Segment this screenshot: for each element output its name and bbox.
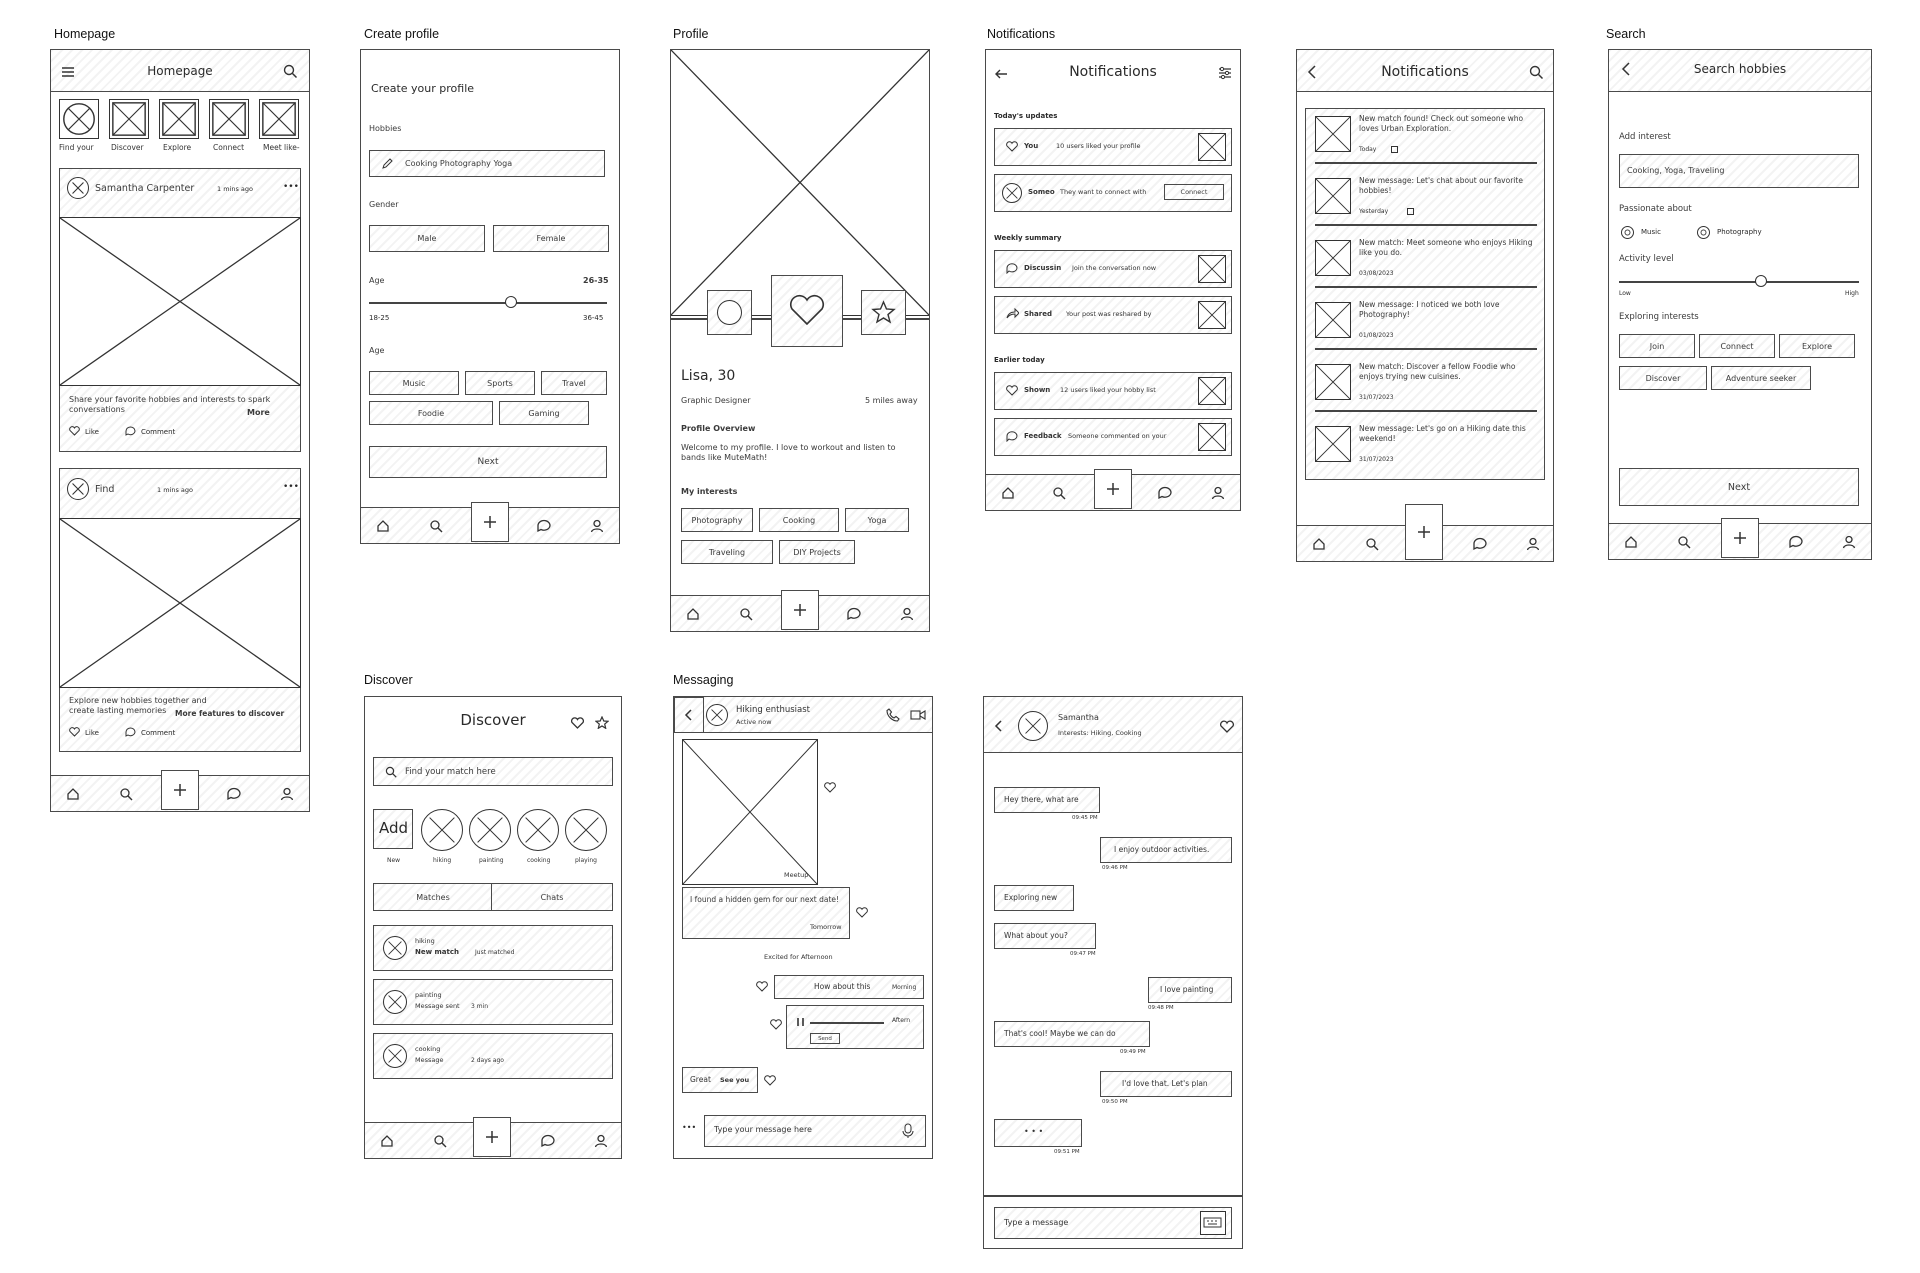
avatar	[1002, 183, 1022, 203]
section-earlier: Earlier today	[994, 356, 1045, 364]
post-caption: Explore new hobbies together and create lasting memories	[69, 696, 207, 716]
home-icon[interactable]	[686, 607, 700, 621]
keyboard-button[interactable]	[1200, 1211, 1226, 1235]
notif-text: New match: Discover a fellow Foodie who enjoys trying new cuisines.	[1359, 362, 1516, 381]
hobby-circle[interactable]	[469, 809, 511, 851]
chat-icon[interactable]	[847, 607, 861, 621]
phone-icon[interactable]	[886, 708, 900, 722]
avatar	[383, 1044, 407, 1068]
overview-text: Welcome to my profile. I love to workout and listen to bands like MuteMath!	[681, 443, 896, 463]
search-icon	[385, 766, 397, 778]
contact-name: Samantha	[1058, 713, 1099, 722]
share-icon	[1006, 308, 1019, 319]
home-icon[interactable]	[66, 787, 80, 801]
message-text: I love painting	[1160, 985, 1214, 994]
message-time: Aftern	[892, 1017, 911, 1024]
pencil-icon	[381, 158, 393, 170]
chat-status: New match	[415, 948, 460, 956]
message-time: Morning	[892, 984, 917, 991]
label-homepage: Homepage	[54, 27, 116, 41]
add-label: Add	[379, 819, 409, 837]
male-button[interactable]: Male	[369, 225, 485, 252]
search-icon[interactable]	[119, 787, 133, 801]
story-thumb[interactable]	[109, 99, 149, 139]
search-placeholder: Find your match here	[405, 767, 496, 777]
story-label: Discover	[111, 143, 144, 152]
notif-bold: You	[1024, 142, 1039, 150]
chat-meta: 2 days ago	[471, 1057, 504, 1064]
message-text: What about you?	[1004, 931, 1068, 940]
activity-label: Activity level	[1619, 254, 1674, 264]
radio-music-label: Music	[1641, 228, 1661, 236]
hobby-circle[interactable]	[421, 809, 463, 851]
message-text: Hey there, what are	[1004, 795, 1079, 804]
connect-button[interactable]: Connect	[1164, 184, 1224, 200]
back-icon[interactable]	[994, 720, 1003, 732]
circle-label: New	[387, 857, 401, 864]
post-caption: Share your favorite hobbies and interests to spark conversations	[69, 395, 271, 415]
message-time: 09:45 PM	[1072, 815, 1098, 821]
message-time: 09:47 PM	[1070, 951, 1096, 957]
avatar[interactable]	[67, 177, 89, 199]
label-discover: Discover	[364, 673, 413, 687]
user-icon[interactable]	[1526, 537, 1540, 551]
gender-label: Gender	[369, 200, 399, 209]
pause-icon[interactable]	[796, 1017, 806, 1027]
next-button[interactable]: Next	[1619, 468, 1859, 506]
notif-thumb	[1198, 255, 1226, 283]
story-label: Explore	[163, 143, 192, 152]
shared-image[interactable]	[682, 739, 818, 885]
chat-hobby: cooking	[415, 1045, 441, 1053]
add-button[interactable]	[471, 502, 509, 542]
messaging-frame	[673, 696, 933, 1159]
message-time: 09:51 PM	[1054, 1149, 1080, 1155]
video-icon[interactable]	[910, 709, 926, 721]
tag-travel[interactable]: Travel	[541, 371, 607, 395]
interests-label: My interests	[681, 487, 738, 496]
heart-icon[interactable]	[770, 1019, 782, 1030]
chat-hobby: painting	[415, 991, 442, 999]
image-caption: Meetup	[784, 871, 809, 879]
user-icon[interactable]	[594, 1134, 608, 1148]
message-text-bold: See you	[720, 1076, 750, 1084]
divider	[1315, 224, 1537, 226]
plus-icon	[485, 1130, 499, 1144]
create-profile-frame	[360, 49, 620, 544]
search-icon[interactable]	[1677, 535, 1691, 549]
chat-meta: 3 min	[471, 1003, 489, 1010]
notif-thumb[interactable]	[1315, 426, 1351, 462]
chat-row[interactable]	[373, 979, 613, 1025]
heart-icon[interactable]	[824, 782, 836, 793]
search-icon[interactable]	[1365, 537, 1379, 551]
profile-job: Graphic Designer	[681, 396, 751, 405]
page-title: Homepage	[147, 64, 213, 78]
search-frame	[1608, 49, 1872, 560]
tag-connect[interactable]: Connect	[1699, 334, 1775, 358]
tab-matches[interactable]: Matches	[373, 883, 493, 911]
search-icon[interactable]	[1529, 65, 1544, 80]
add-button[interactable]	[473, 1117, 511, 1157]
comment-label[interactable]: Comment	[141, 428, 176, 436]
voice-message[interactable]	[786, 1005, 924, 1049]
label-notifications: Notifications	[987, 27, 1056, 41]
section-weekly: Weekly summary	[994, 234, 1062, 242]
chat-status: Message	[415, 1056, 444, 1064]
notif-thumb	[1198, 133, 1226, 161]
age-max: 36-45	[583, 314, 604, 322]
heart-icon	[1006, 385, 1018, 396]
post-image	[59, 217, 301, 386]
post-time: 1 mins ago	[217, 185, 253, 193]
profile-frame	[670, 49, 930, 632]
notif-text: Join the conversation now	[1072, 264, 1157, 272]
home-icon[interactable]	[380, 1134, 394, 1148]
interest-tag[interactable]: Traveling	[681, 540, 773, 564]
page-title: Discover	[460, 711, 526, 729]
story-thumb[interactable]	[259, 99, 299, 139]
star-icon	[871, 300, 896, 324]
tag-adventure[interactable]: Adventure seeker	[1711, 366, 1811, 390]
chat-icon[interactable]	[227, 787, 241, 801]
microphone-icon[interactable]	[902, 1123, 914, 1139]
user-icon[interactable]	[1842, 535, 1856, 549]
avatar	[706, 704, 728, 726]
plus-icon	[173, 783, 187, 797]
circle-label: cooking	[527, 857, 551, 864]
contact-name: Hiking enthusiast	[736, 705, 811, 715]
notif-text: They want to connect with	[1060, 188, 1147, 196]
comment-icon[interactable]	[125, 727, 136, 737]
search-icon[interactable]	[433, 1134, 447, 1148]
system-message: Excited for Afternoon	[764, 953, 833, 961]
contact-status: Active now	[736, 718, 772, 726]
tag-join[interactable]: Join	[1619, 334, 1695, 358]
label-profile: Profile	[673, 27, 709, 41]
chat-hobby: hiking	[415, 937, 435, 945]
search-icon[interactable]	[429, 519, 443, 533]
notif-thumb[interactable]	[1315, 240, 1351, 276]
next-button[interactable]: Next	[369, 446, 607, 478]
notif-bold: Shared	[1024, 310, 1052, 318]
post-image	[59, 518, 301, 688]
section-today: Today's updates	[994, 112, 1058, 120]
comment-label[interactable]: Comment	[141, 729, 176, 737]
slider-low: Low	[1619, 290, 1631, 297]
chat-meta: Just matched	[475, 949, 515, 956]
more-link[interactable]: More	[247, 408, 270, 417]
discover-frame	[364, 696, 622, 1159]
avatar[interactable]	[67, 478, 89, 500]
page-title: Create your profile	[371, 82, 475, 95]
heart-icon[interactable]	[571, 717, 584, 729]
search-icon[interactable]	[1052, 486, 1066, 500]
bottom-nav	[365, 1122, 621, 1158]
homepage-frame	[50, 49, 310, 812]
story-label: Connect	[213, 143, 245, 152]
notif-thumb	[1198, 423, 1226, 451]
user-icon[interactable]	[1211, 486, 1225, 500]
message-text: Great	[690, 1075, 711, 1084]
notif-date: Today	[1359, 146, 1377, 153]
circle-label: playing	[575, 857, 597, 864]
circle-label: hiking	[433, 857, 452, 864]
age-min: 18-25	[369, 314, 390, 322]
activity-slider-handle[interactable]	[1755, 275, 1767, 287]
age-range: 26-35	[583, 276, 609, 285]
interest-tag[interactable]: Photography	[681, 508, 753, 532]
page-title: Notifications	[1069, 64, 1157, 80]
search-icon[interactable]	[739, 607, 753, 621]
profile-distance: 5 miles away	[865, 396, 918, 405]
chat-icon[interactable]	[1789, 535, 1803, 549]
message-time: Tomorrow	[810, 923, 842, 931]
message-text: How about this	[814, 982, 871, 991]
message-time: 09:50 PM	[1102, 1099, 1128, 1105]
search-icon[interactable]	[283, 64, 298, 79]
bottom-nav	[1297, 525, 1553, 561]
tag-explore[interactable]: Explore	[1779, 334, 1855, 358]
user-icon[interactable]	[280, 787, 294, 801]
tag-discover[interactable]: Discover	[1619, 366, 1707, 390]
message-time: 09:46 PM	[1102, 865, 1128, 871]
chat-icon[interactable]	[1158, 486, 1172, 500]
age-label: Age	[369, 276, 385, 285]
interest-tag[interactable]: DIY Projects	[779, 540, 855, 564]
hobby-circle[interactable]	[565, 809, 607, 851]
story-label: Meet like-	[263, 143, 300, 152]
plus-icon	[1417, 525, 1431, 539]
notif-date: Yesterday	[1359, 208, 1389, 215]
tag-sports[interactable]: Sports	[465, 371, 535, 395]
notif-text: Your post was reshared by	[1066, 310, 1152, 318]
circle-label: painting	[479, 857, 504, 864]
comment-icon[interactable]	[125, 426, 136, 436]
heart-icon	[789, 293, 825, 327]
message-text: I'd love that. Let's plan	[1122, 1079, 1208, 1088]
story-thumb[interactable]	[59, 99, 99, 139]
message-text: I enjoy outdoor activities.	[1114, 845, 1210, 854]
post-author[interactable]: Find	[95, 484, 115, 495]
heart-icon	[1006, 141, 1018, 152]
passion-label: Passionate about	[1619, 204, 1692, 214]
activity-slider-track[interactable]	[1619, 281, 1859, 283]
story-thumb[interactable]	[159, 99, 199, 139]
notif-text: New message: I noticed we both love Photography!	[1359, 300, 1500, 319]
checkbox[interactable]	[1407, 208, 1414, 215]
divider	[1315, 162, 1537, 164]
bottom-nav	[671, 595, 929, 631]
slider-high: High	[1845, 290, 1859, 297]
notif-date: 31/07/2023	[1359, 394, 1394, 401]
notif-text: Someone commented on your	[1068, 432, 1167, 440]
story-thumb[interactable]	[209, 99, 249, 139]
story-label: Find your	[59, 143, 94, 152]
tag-music[interactable]: Music	[369, 371, 459, 395]
add-button[interactable]	[1094, 469, 1132, 509]
add-interest-value: Cooking, Yoga, Traveling	[1627, 166, 1725, 175]
notif-thumb[interactable]	[1315, 178, 1351, 214]
circle-icon	[717, 300, 742, 325]
post-time: 1 mins ago	[157, 486, 193, 494]
bottom-nav	[986, 474, 1240, 510]
user-icon[interactable]	[590, 519, 604, 533]
notif-text: New message: Let's chat about our favorite hobbies!	[1359, 176, 1523, 195]
female-button[interactable]: Female	[493, 225, 609, 252]
page-title: Search hobbies	[1693, 62, 1787, 76]
interest-tag[interactable]: Cooking	[759, 508, 839, 532]
notif-text: New match found! Check out someone who loves Urban Exploration.	[1359, 114, 1524, 133]
radio-photography[interactable]	[1697, 226, 1710, 239]
heart-icon[interactable]	[856, 907, 868, 918]
tab-chats[interactable]: Chats	[491, 883, 613, 911]
contact-interests: Interests: Hiking, Cooking	[1058, 729, 1142, 737]
message-text: That's cool! Maybe we can do	[1004, 1029, 1116, 1038]
notif-date: 31/07/2023	[1359, 456, 1394, 463]
age-slider-track[interactable]	[369, 302, 607, 304]
post-author[interactable]: Samantha Carpenter	[95, 183, 195, 194]
tag-foodie[interactable]: Foodie	[369, 401, 493, 425]
age-slider-handle[interactable]	[505, 296, 517, 308]
interest-tag[interactable]: Yoga	[845, 508, 909, 532]
back-icon	[684, 709, 693, 721]
comment-icon	[1006, 263, 1018, 274]
filter-icon[interactable]	[1218, 66, 1232, 80]
notif-thumb[interactable]	[1315, 302, 1351, 338]
message-time: 09:48 PM	[1148, 1005, 1174, 1011]
add-button[interactable]	[781, 590, 819, 630]
hobbies-value: Cooking Photography Yoga	[405, 159, 513, 168]
more-link[interactable]: More features to discover	[175, 709, 285, 718]
age2-label: Age	[369, 346, 385, 355]
heart-icon[interactable]	[1220, 720, 1234, 733]
voice-progress	[810, 1022, 884, 1024]
like-label[interactable]: Like	[85, 729, 99, 737]
notif-bold: Discussin	[1024, 264, 1062, 272]
divider	[1315, 410, 1537, 412]
radio-photography-label: Photography	[1717, 228, 1762, 236]
notif-bold: Someo	[1028, 188, 1055, 196]
message-time: 09:49 PM	[1120, 1049, 1146, 1055]
home-icon[interactable]	[1624, 535, 1638, 549]
heart-icon[interactable]	[69, 426, 80, 436]
notif-date: 01/08/2023	[1359, 332, 1394, 339]
send-button[interactable]: Send	[810, 1033, 840, 1044]
message-text: Exploring new	[1004, 893, 1058, 902]
chat-status: Message sent	[415, 1002, 460, 1010]
notif-thumb	[1198, 301, 1226, 329]
message-placeholder: Type your message here	[714, 1125, 812, 1134]
chat-row[interactable]	[373, 925, 613, 971]
more-options-icon[interactable]: •••	[682, 1123, 697, 1132]
plus-icon	[793, 603, 807, 617]
notif-bold: Shown	[1024, 386, 1051, 394]
more-options-icon[interactable]: •••	[283, 182, 299, 192]
checkbox[interactable]	[1391, 146, 1398, 153]
label-search: Search	[1606, 27, 1646, 41]
radio-music[interactable]	[1621, 226, 1634, 239]
add-button[interactable]	[1721, 518, 1759, 558]
label-create-profile: Create profile	[364, 27, 440, 41]
chat-frame	[983, 696, 1243, 1249]
divider	[984, 1195, 1242, 1197]
heart-icon[interactable]	[69, 727, 80, 737]
divider	[1315, 286, 1537, 288]
keyboard-icon	[1201, 1212, 1224, 1233]
bottom-nav	[361, 507, 619, 543]
profile-name: Lisa, 30	[681, 368, 736, 384]
notifications-list-frame	[1296, 49, 1554, 562]
home-icon[interactable]	[1312, 537, 1326, 551]
user-icon[interactable]	[900, 607, 914, 621]
notif-bold: Feedback	[1024, 432, 1062, 440]
bottom-nav	[51, 775, 309, 811]
star-icon[interactable]	[595, 716, 609, 729]
tag-gaming[interactable]: Gaming	[499, 401, 589, 425]
plus-icon	[1733, 531, 1747, 545]
message-text: I found a hidden gem for our next date!	[690, 895, 840, 904]
label-messaging: Messaging	[673, 673, 734, 687]
hobby-circle[interactable]	[517, 809, 559, 851]
chat-icon[interactable]	[1473, 537, 1487, 551]
chat-icon[interactable]	[537, 519, 551, 533]
home-icon[interactable]	[1001, 486, 1015, 500]
notif-text: New message: Let's go on a Hiking date this weekend!	[1359, 424, 1526, 443]
plus-icon	[483, 515, 497, 529]
page-title: Notifications	[1381, 64, 1469, 80]
overview-label: Profile Overview	[681, 424, 756, 433]
plus-icon	[1106, 482, 1120, 496]
notif-thumb	[1198, 377, 1226, 405]
hobbies-label: Hobbies	[369, 124, 402, 133]
divider	[1315, 348, 1537, 350]
add-button[interactable]	[161, 770, 199, 810]
add-interest-label: Add interest	[1619, 132, 1671, 142]
add-button[interactable]	[1405, 504, 1443, 560]
heart-icon[interactable]	[764, 1075, 776, 1086]
chat-row[interactable]	[373, 1033, 613, 1079]
more-options-icon[interactable]: •••	[283, 482, 299, 492]
heart-icon[interactable]	[756, 981, 768, 992]
typing-dots: • • •	[1024, 1127, 1044, 1136]
notif-date: 03/08/2023	[1359, 270, 1394, 277]
avatar	[1018, 711, 1048, 741]
notifications-frame	[985, 49, 1241, 511]
bottom-nav	[1609, 523, 1871, 559]
chat-icon[interactable]	[541, 1134, 555, 1148]
notif-thumb[interactable]	[1315, 364, 1351, 400]
notif-thumb[interactable]	[1315, 116, 1351, 152]
avatar	[383, 936, 407, 960]
notif-text: 12 users liked your hobby list	[1060, 386, 1156, 394]
notif-text: New match: Meet someone who enjoys Hiking like you do.	[1359, 238, 1533, 257]
home-icon[interactable]	[376, 519, 390, 533]
exploring-label: Exploring interests	[1619, 312, 1699, 322]
message-placeholder: Type a message	[1004, 1218, 1069, 1227]
comment-icon	[1006, 431, 1018, 442]
notif-text: 10 users liked your profile	[1056, 142, 1141, 150]
like-label[interactable]: Like	[85, 428, 99, 436]
avatar	[383, 990, 407, 1014]
